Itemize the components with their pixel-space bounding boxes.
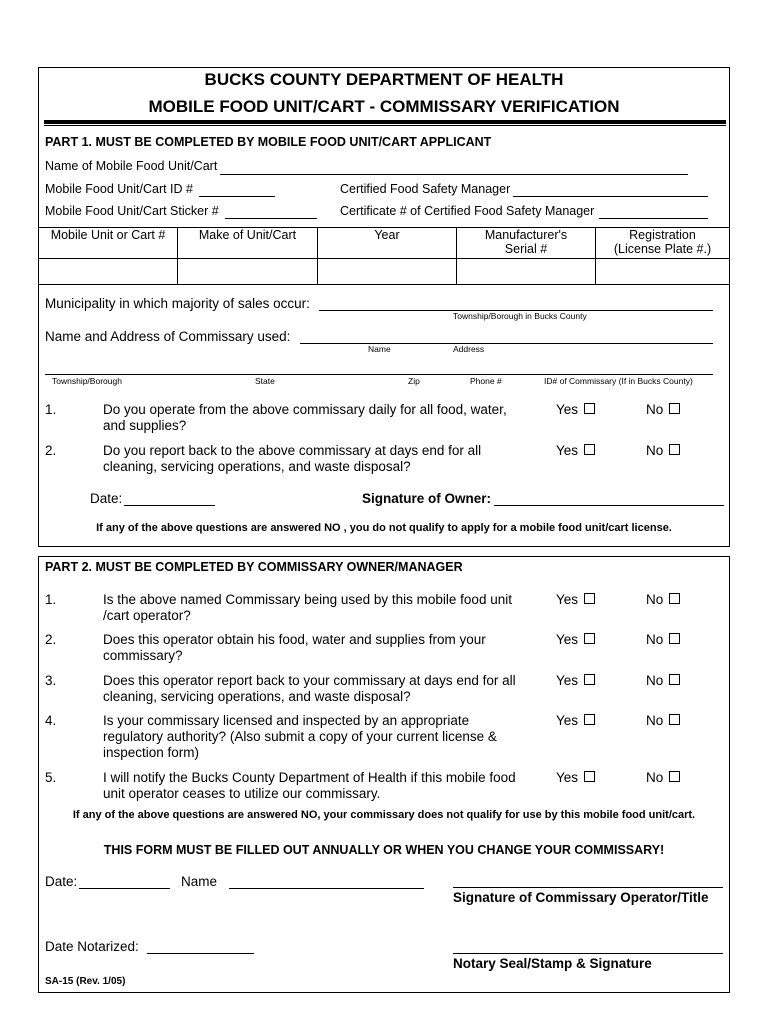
municipality-hint: Township/Borough in Bucks County (453, 311, 587, 321)
yes-label: Yes (556, 402, 579, 417)
p2-question-text: Does this operator report back to your commissary at days end for all cleaning, servicing operations, and waste disposal? (103, 673, 516, 704)
no-checkbox[interactable] (669, 771, 680, 782)
no-checkbox[interactable] (669, 714, 680, 725)
department-title: BUCKS COUNTY DEPARTMENT OF HEALTH (204, 70, 564, 89)
p2-question-text: I will notify the Bucks County Department of Health if this mobile food unit operator ceases to utilize our commissary. (103, 770, 516, 801)
p1-q1-no[interactable] (646, 402, 680, 418)
unit-name-label: Name of Mobile Food Unit/Cart (45, 159, 218, 173)
p2-question-number: 5. (45, 770, 57, 785)
p2-q2-no[interactable] (646, 632, 680, 648)
unit-id-label: Mobile Food Unit/Cart ID # (45, 182, 193, 196)
manager-field[interactable] (513, 196, 708, 197)
operator-signature-field[interactable] (453, 887, 723, 888)
certificate-field[interactable] (599, 218, 708, 219)
no-label: No (646, 592, 664, 607)
make-cell[interactable] (178, 259, 318, 285)
zip-hint: Zip (408, 376, 420, 386)
p1-q1-yes[interactable] (556, 402, 595, 418)
p2-q1-yes[interactable] (556, 592, 595, 608)
serial-cell[interactable] (457, 259, 596, 285)
unit-number-cell[interactable] (39, 259, 178, 285)
p2-question-number: 4. (45, 713, 57, 728)
p2-q2-yes[interactable] (556, 632, 595, 648)
yes-label: Yes (556, 592, 579, 607)
part2-heading: PART 2. MUST BE COMPLETED BY COMMISSARY OWNER/MANAGER (45, 560, 463, 574)
state-hint: State (255, 376, 275, 386)
p2-q1-no[interactable] (646, 592, 680, 608)
p2-question-number: 3. (45, 673, 57, 688)
unit-name-field[interactable] (220, 174, 688, 175)
p1-question-text: Do you report back to the above commissary at days end for all cleaning, servicing operations, and waste disposal? (103, 443, 482, 474)
no-label: No (646, 673, 664, 688)
municipality-label: Municipality in which majority of sales occur: (45, 296, 310, 311)
p2-date-label: Date: (45, 874, 78, 889)
title-divider (44, 120, 726, 124)
unit-id-field[interactable] (199, 196, 275, 197)
p2-question-text: Does this operator obtain his food, water and supplies from your commissary? (103, 632, 486, 663)
part2-warning: If any of the above questions are answered NO, your commissary does not qualify for use by this mobile food unit/cart. (72, 809, 696, 821)
yes-label: Yes (556, 443, 579, 458)
yes-checkbox[interactable] (584, 714, 595, 725)
p2-question-text: Is the above named Commissary being used by this mobile food unit /cart operator? (103, 592, 512, 623)
form-number: SA-15 (Rev. 1/05) (45, 976, 126, 987)
date-notarized-label: Date Notarized: (45, 939, 139, 954)
col-header-registration: Registration (License Plate #.) (596, 228, 730, 259)
commissary-id-hint: ID# of Commissary (If in Bucks County) (544, 376, 693, 386)
address-line-field[interactable] (45, 374, 713, 375)
col-header-make: Make of Unit/Cart (178, 228, 318, 259)
name-field[interactable] (229, 888, 424, 889)
sticker-field[interactable] (225, 218, 317, 219)
no-label: No (646, 770, 664, 785)
yes-label: Yes (556, 632, 579, 647)
registration-cell[interactable] (596, 259, 730, 285)
notary-signature-field[interactable] (453, 953, 723, 954)
p1-date-field[interactable] (124, 505, 215, 506)
p1-date-label: Date: (90, 491, 123, 506)
p1-question-number: 2. (45, 443, 57, 458)
part1-heading: PART 1. MUST BE COMPLETED BY MOBILE FOOD UNIT/CART APPLICANT (45, 135, 492, 149)
p2-question-number: 1. (45, 592, 57, 607)
no-label: No (646, 402, 664, 417)
p2-question-text: Is your commissary licensed and inspected by an appropriate regulatory authority? (Also submit a copy of your current license & inspection form) (103, 713, 497, 760)
p2-date-field[interactable] (79, 888, 170, 889)
date-notarized-field[interactable] (147, 953, 254, 954)
notary-signature-label: Notary Seal/Stamp & Signature (453, 956, 652, 971)
p1-question-text: Do you operate from the above commissary daily for all food, water, and supplies? (103, 402, 507, 433)
p2-q4-yes[interactable] (556, 713, 595, 729)
no-checkbox[interactable] (669, 593, 680, 604)
col-header-year: Year (318, 228, 457, 259)
certificate-label: Certificate # of Certified Food Safety Manager (340, 204, 595, 218)
name-label: Name (181, 874, 218, 889)
title-divider-thin (44, 125, 726, 126)
p1-q2-yes[interactable] (556, 443, 595, 459)
no-checkbox[interactable] (669, 403, 680, 414)
yes-checkbox[interactable] (584, 771, 595, 782)
no-label: No (646, 443, 664, 458)
commissary-address-hint: Address (453, 344, 485, 354)
p1-question-number: 1. (45, 402, 57, 417)
phone-hint: Phone # (470, 376, 502, 386)
p2-q4-no[interactable] (646, 713, 680, 729)
unit-details-table (38, 227, 730, 285)
yes-checkbox[interactable] (584, 444, 595, 455)
part1-warning: If any of the above questions are answered NO , you do not qualify to apply for a mobile food unit/cart license. (96, 522, 672, 534)
col-header-unit: Mobile Unit or Cart # (39, 228, 178, 259)
form-title: MOBILE FOOD UNIT/CART - COMMISSARY VERIFICATION (148, 97, 620, 116)
yes-label: Yes (556, 673, 579, 688)
owner-signature-field[interactable] (494, 505, 724, 506)
township-hint: Township/Borough (52, 376, 122, 386)
p2-q5-no[interactable] (646, 770, 680, 786)
p2-q3-no[interactable] (646, 673, 680, 689)
no-checkbox[interactable] (669, 674, 680, 685)
no-label: No (646, 713, 664, 728)
yes-checkbox[interactable] (584, 403, 595, 414)
p2-q5-yes[interactable] (556, 770, 595, 786)
manager-label: Certified Food Safety Manager (340, 182, 511, 196)
commissary-name-hint: Name (368, 344, 391, 354)
operator-signature-label: Signature of Commissary Operator/Title (453, 890, 709, 905)
yes-label: Yes (556, 713, 579, 728)
yes-label: Yes (556, 770, 579, 785)
annual-notice: THIS FORM MUST BE FILLED OUT ANNUALLY OR WHEN YOU CHANGE YOUR COMMISSARY! (103, 843, 665, 857)
yes-checkbox[interactable] (584, 633, 595, 644)
sticker-label: Mobile Food Unit/Cart Sticker # (45, 204, 219, 218)
no-label: No (646, 632, 664, 647)
p2-q3-yes[interactable] (556, 673, 595, 689)
commissary-field[interactable] (300, 343, 713, 344)
commissary-label: Name and Address of Commissary used: (45, 329, 291, 344)
no-checkbox[interactable] (669, 444, 680, 455)
p1-q2-no[interactable] (646, 443, 680, 459)
year-cell[interactable] (318, 259, 457, 285)
p2-question-number: 2. (45, 632, 57, 647)
yes-checkbox[interactable] (584, 593, 595, 604)
yes-checkbox[interactable] (584, 674, 595, 685)
no-checkbox[interactable] (669, 633, 680, 644)
col-header-serial: Manufacturer's Serial # (457, 228, 596, 259)
owner-signature-label: Signature of Owner: (362, 491, 492, 506)
